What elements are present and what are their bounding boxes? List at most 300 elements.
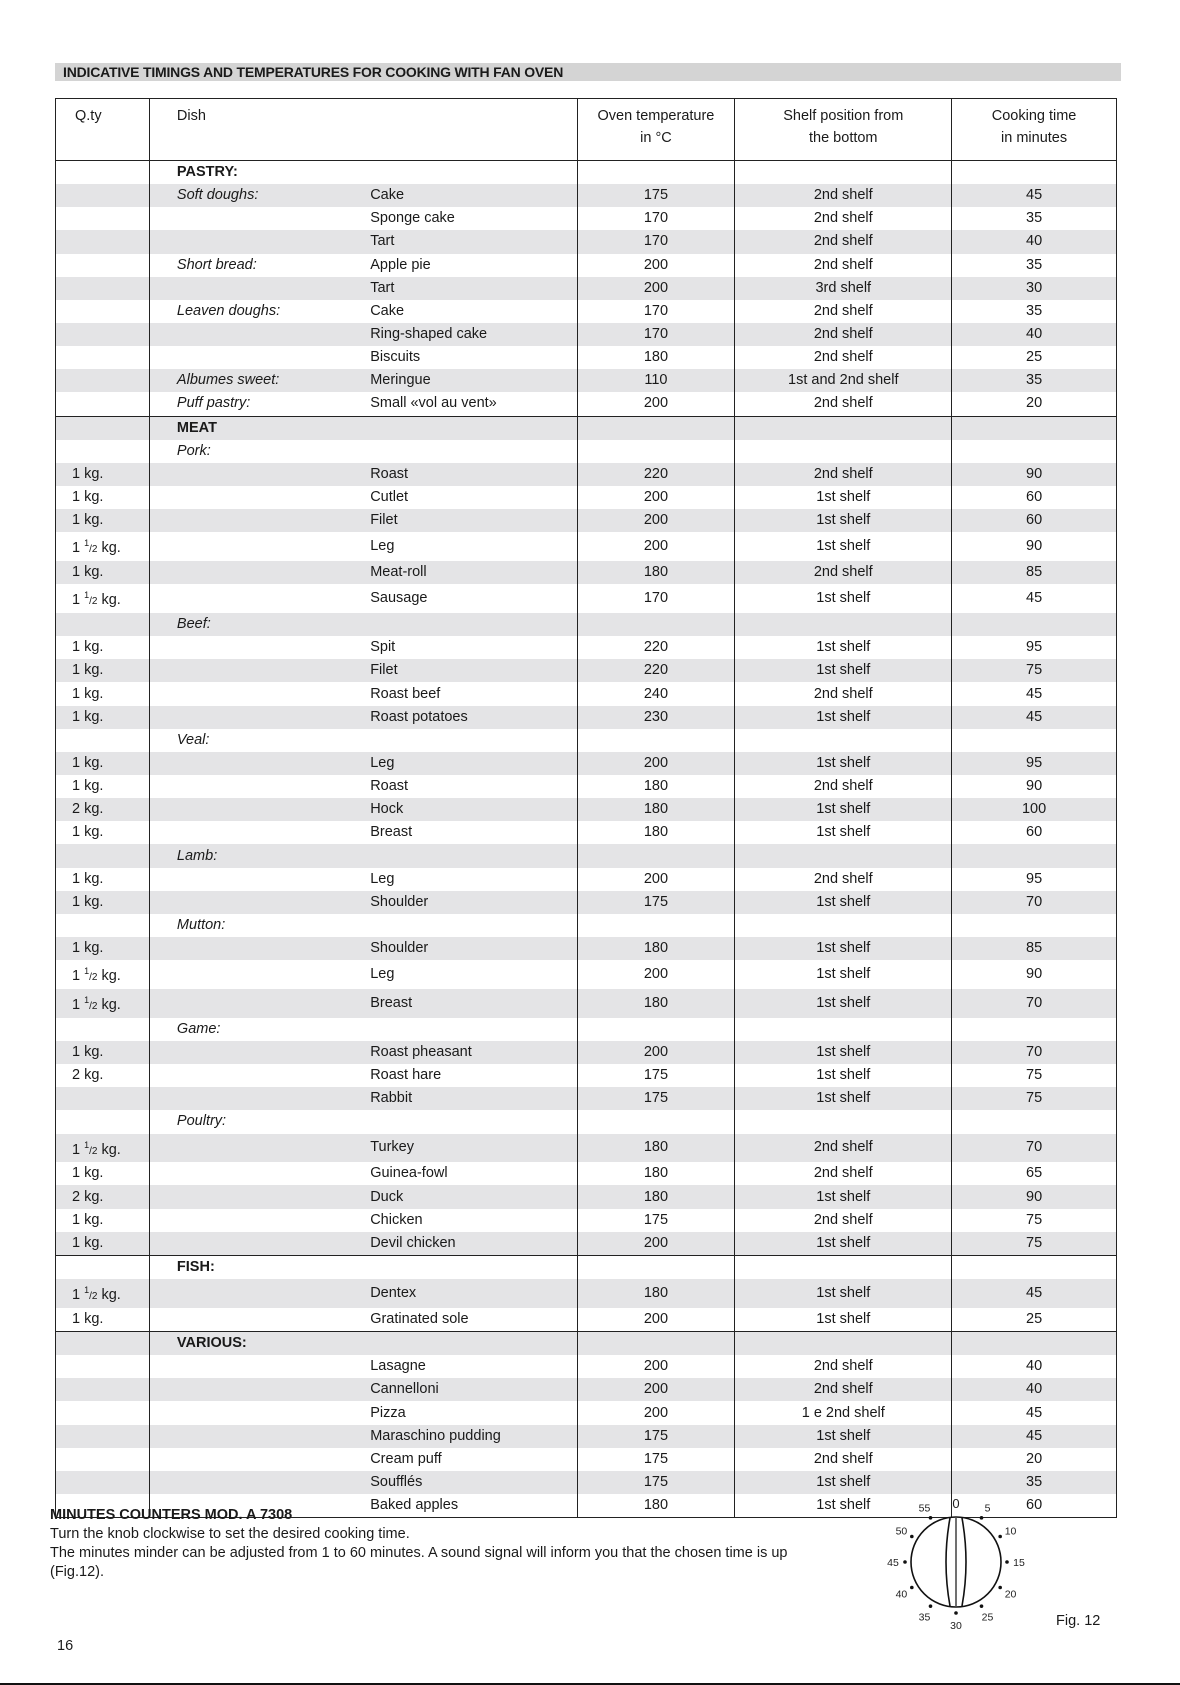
temperature-cell: 200 (577, 277, 735, 300)
subcategory-cell (149, 1087, 364, 1110)
temperature-cell: 200 (577, 1232, 735, 1256)
shelf-cell: 1st shelf (735, 1279, 952, 1308)
time-cell: 85 (952, 937, 1117, 960)
subcategory-cell (149, 584, 364, 613)
shelf-cell (735, 440, 952, 463)
dial-mark-label: 25 (981, 1611, 994, 1624)
subcategory-cell (149, 706, 364, 729)
time-cell: 35 (1026, 210, 1043, 227)
table-row (56, 323, 1117, 346)
table-row (56, 1185, 1117, 1208)
temperature-cell: 175 (577, 1064, 735, 1087)
time-cell (952, 844, 1117, 867)
subcategory-cell (149, 752, 364, 775)
temperature-cell: 200 (577, 509, 735, 532)
dish-cell: Leg (364, 752, 577, 775)
time-cell (952, 416, 1117, 440)
temperature-cell: 180 (577, 775, 735, 798)
dish-cell (364, 729, 577, 752)
dish-cell: Turkey (364, 1134, 577, 1163)
subcategory-cell (149, 960, 364, 989)
table-row (56, 798, 1117, 821)
table-row (56, 1232, 1117, 1256)
table-row (56, 532, 1117, 561)
subcategory-cell (149, 1355, 364, 1378)
qty-cell (56, 254, 150, 277)
dial-mark-label: 45 (887, 1557, 899, 1569)
temperature-cell (577, 1018, 735, 1041)
page-number: 16 (57, 1638, 74, 1654)
subcategory-cell (149, 1378, 364, 1401)
qty-cell: 1 $^1$/2 kg. (56, 960, 150, 989)
shelf-cell: 1st shelf (735, 532, 952, 561)
time-cell: 70 (952, 1041, 1117, 1064)
qty-cell: 1 kg. (56, 891, 150, 914)
dish-cell: Leg (370, 538, 395, 555)
temperature-cell (577, 416, 735, 440)
temperature-cell: 240 (577, 682, 735, 705)
qty-cell: 1 kg. (56, 659, 150, 682)
subcategory-cell (149, 775, 364, 798)
qty-cell (56, 729, 150, 752)
qty-cell (56, 1355, 150, 1378)
shelf-cell (735, 161, 952, 185)
table-row (56, 868, 1117, 891)
shelf-cell: 1st shelf (735, 636, 952, 659)
shelf-cell: 1st shelf (735, 1308, 952, 1332)
time-cell (952, 1332, 1117, 1356)
shelf-cell: 1st shelf (735, 1232, 952, 1256)
dish-cell: Roast potatoes (364, 706, 577, 729)
time-cell: 35 (1026, 256, 1043, 273)
temperature-cell: 200 (577, 486, 735, 509)
dish-cell: Rabbit (364, 1087, 577, 1110)
shelf-cell: 1st shelf (735, 1494, 952, 1518)
dish-cell: Dentex (364, 1279, 577, 1308)
time-cell: 20 (1026, 1450, 1043, 1467)
time-cell: 70 (952, 1134, 1117, 1163)
temperature-cell: 200 (577, 254, 735, 277)
shelf-cell: 2nd shelf (735, 1355, 952, 1378)
qty-cell: 1 $^1$/2 kg. (56, 1279, 150, 1308)
temperature-cell: 200 (577, 960, 735, 989)
qty-cell: 1 $^1$/2 kg. (56, 584, 150, 613)
temperature-cell: 230 (577, 706, 735, 729)
temperature-cell (577, 1110, 735, 1133)
table-row (56, 1087, 1117, 1110)
subcategory-cell (149, 207, 364, 230)
dish-cell: Devil chicken (364, 1232, 577, 1256)
table-row (56, 1401, 1117, 1424)
dish-cell: Leg (370, 870, 395, 887)
time-cell: 90 (952, 1185, 1117, 1208)
subcategory-cell (149, 346, 364, 369)
temperature-cell: 220 (577, 659, 735, 682)
table-row (56, 463, 1117, 486)
temperature-cell: 110 (577, 369, 735, 392)
table-row (56, 682, 1117, 705)
shelf-cell: 1st shelf (735, 659, 952, 682)
table-row (56, 440, 1117, 463)
temperature-cell: 200 (577, 868, 735, 891)
temperature-cell: 170 (577, 584, 735, 613)
subcategory-cell (149, 1448, 364, 1471)
temperature-cell: 175 (577, 891, 735, 914)
shelf-cell (735, 914, 952, 937)
temperature-cell: 175 (577, 1425, 735, 1448)
time-cell (952, 914, 1117, 937)
temperature-cell: 200 (577, 1355, 735, 1378)
table-row (56, 509, 1117, 532)
table-row (56, 392, 1117, 416)
qty-cell (56, 1401, 150, 1424)
temperature-cell: 180 (577, 937, 735, 960)
table-row (56, 821, 1117, 844)
subcategory-cell (149, 1425, 364, 1448)
subcategory-cell (149, 1162, 364, 1185)
shelf-cell: 2nd shelf (735, 323, 952, 346)
dish-cell (364, 844, 577, 867)
shelf-cell: 2nd shelf (735, 1162, 952, 1185)
table-row (56, 1425, 1117, 1448)
subcategory-cell (149, 1209, 364, 1232)
qty-cell: 1 kg. (56, 868, 150, 891)
header-qty: Q.ty (56, 99, 150, 161)
group-title: Soft doughs: (149, 184, 364, 207)
group-title: Lamb: (149, 844, 364, 867)
temperature-cell: 170 (577, 323, 735, 346)
group-title: Veal: (176, 731, 210, 748)
subcategory-cell (149, 937, 364, 960)
qty-cell: 1 $^1$/2 kg. (56, 1134, 150, 1163)
qty-cell: 1 kg. (56, 821, 150, 844)
qty-cell: 1 kg. (56, 1209, 150, 1232)
shelf-cell: 1st shelf (735, 584, 952, 613)
table-row (56, 636, 1117, 659)
group-title: Puff pastry: (176, 395, 251, 412)
subcategory-cell (149, 1134, 364, 1163)
temperature-cell: 170 (577, 207, 735, 230)
dial-tick (929, 1604, 933, 1608)
dial-tick (954, 1611, 958, 1615)
section-title: VARIOUS: (149, 1332, 364, 1356)
temperature-cell: 200 (577, 1378, 735, 1401)
time-cell: 45 (952, 706, 1117, 729)
dial-mark-label: 50 (895, 1525, 908, 1538)
dish-cell: Maraschino pudding (364, 1425, 577, 1448)
dial-mark-label: 55 (918, 1502, 931, 1515)
time-cell: 95 (952, 752, 1117, 775)
group-title: Game: (176, 1020, 221, 1037)
section-title: MEAT (149, 416, 364, 440)
table-row (56, 891, 1117, 914)
time-cell: 75 (952, 1087, 1117, 1110)
shelf-cell (735, 613, 952, 636)
table-row (56, 1209, 1117, 1232)
dial-mark-label: 35 (918, 1611, 931, 1624)
dish-cell: Meringue (364, 369, 577, 392)
dish-cell: Roast (364, 463, 577, 486)
qty-cell: 1 kg. (56, 1308, 150, 1332)
qty-cell: 1 kg. (56, 706, 150, 729)
qty-cell (56, 369, 150, 392)
table-row (56, 1279, 1117, 1308)
time-cell (952, 1110, 1117, 1133)
qty-cell (56, 914, 150, 937)
shelf-cell (735, 1332, 952, 1356)
dial-mark-label: 40 (895, 1588, 908, 1601)
temperature-cell: 200 (577, 392, 735, 416)
group-title: Albumes sweet: (149, 369, 364, 392)
time-cell (952, 1018, 1117, 1041)
qty-cell: 1 kg. (56, 509, 150, 532)
qty-cell (56, 1018, 150, 1041)
shelf-cell: 1st shelf (735, 1087, 952, 1110)
table-row (56, 844, 1117, 867)
qty-cell (56, 1471, 150, 1494)
time-cell (952, 161, 1117, 185)
table-row (56, 729, 1117, 752)
subcategory-cell (149, 989, 364, 1018)
shelf-cell: 2nd shelf (735, 775, 952, 798)
time-cell: 60 (952, 509, 1117, 532)
temperature-cell: 175 (577, 1471, 735, 1494)
table-row (56, 1018, 1117, 1041)
dish-cell (364, 416, 577, 440)
shelf-cell: 2nd shelf (735, 230, 952, 253)
time-cell (952, 729, 1117, 752)
qty-cell: 1 kg. (56, 937, 150, 960)
temperature-cell: 180 (577, 821, 735, 844)
shelf-cell: 2nd shelf (735, 392, 952, 416)
temperature-cell (577, 613, 735, 636)
dial-mark-label: 30 (950, 1620, 962, 1632)
qty-cell: 2 kg. (56, 1064, 150, 1087)
dish-cell (364, 613, 577, 636)
table-row (56, 486, 1117, 509)
temperature-cell (577, 729, 735, 752)
shelf-cell: 2nd shelf (735, 561, 952, 584)
time-cell: 75 (952, 1232, 1117, 1256)
shelf-cell: 1st shelf (735, 509, 952, 532)
temperature-cell (577, 844, 735, 867)
time-cell: 45 (952, 1425, 1117, 1448)
shelf-cell (735, 416, 952, 440)
shelf-cell: 2nd shelf (735, 207, 952, 230)
qty-cell: 1 $^1$/2 kg. (56, 989, 150, 1018)
table-row (56, 775, 1117, 798)
temperature-cell: 170 (577, 300, 735, 323)
dish-cell: Baked apples (370, 1497, 459, 1514)
table-row (56, 1041, 1117, 1064)
dish-cell: Spit (370, 639, 396, 656)
qty-cell (56, 1332, 150, 1356)
dish-cell: Roast beef (370, 685, 441, 702)
shelf-cell: 2nd shelf (735, 1209, 952, 1232)
table-row (56, 416, 1117, 440)
shelf-cell: 2nd shelf (735, 682, 952, 705)
subcategory-cell (149, 1308, 364, 1332)
temperature-cell: 180 (577, 1185, 735, 1208)
qty-cell: 1 $^1$/2 kg. (56, 532, 150, 561)
time-cell: 75 (1026, 1067, 1043, 1084)
shelf-cell (735, 729, 952, 752)
subcategory-cell (149, 891, 364, 914)
dish-cell: Soufflés (364, 1471, 577, 1494)
temperature-cell: 180 (577, 561, 735, 584)
qty-cell (56, 1087, 150, 1110)
dial-tick (998, 1535, 1002, 1539)
temperature-cell: 200 (577, 752, 735, 775)
time-cell: 100 (952, 798, 1117, 821)
timer-instruction-3: (Fig.12). (50, 1564, 104, 1580)
subcategory-cell (149, 561, 364, 584)
subcategory-cell (149, 1064, 364, 1087)
subcategory-cell (149, 323, 364, 346)
dish-cell: Duck (364, 1185, 577, 1208)
subcategory-cell (149, 532, 364, 561)
qty-cell: 1 kg. (56, 775, 150, 798)
minute-timer-dial (870, 1480, 1050, 1660)
qty-cell (56, 346, 150, 369)
time-cell: 65 (1026, 1165, 1043, 1182)
cooking-table (55, 98, 1117, 1518)
header-temperature: Oven temperature in °C (577, 99, 735, 161)
group-title: Short bread: (176, 256, 257, 273)
dish-cell: Tart (364, 277, 577, 300)
dish-cell: Ring-shaped cake (364, 323, 577, 346)
dish-cell: Chicken (370, 1211, 423, 1228)
dish-cell (364, 1110, 577, 1133)
dial-tick (980, 1516, 984, 1520)
temperature-cell: 180 (577, 346, 735, 369)
header-time: Cooking time in minutes (952, 99, 1117, 161)
time-cell: 35 (952, 1471, 1117, 1494)
shelf-cell (735, 1255, 952, 1279)
time-cell: 70 (952, 989, 1117, 1018)
shelf-cell: 1st shelf (735, 1471, 952, 1494)
qty-cell (56, 323, 150, 346)
section-title: PASTRY: (176, 164, 238, 181)
temperature-cell: 200 (577, 1401, 735, 1424)
table-row (56, 1308, 1117, 1332)
qty-cell (56, 1110, 150, 1133)
time-cell: 40 (952, 323, 1117, 346)
table-row (56, 584, 1117, 613)
table-row (56, 1064, 1117, 1087)
temperature-cell: 200 (577, 532, 735, 561)
dial-mark-label: 10 (1004, 1525, 1017, 1538)
time-cell: 30 (952, 277, 1117, 300)
table-header-row (56, 99, 1117, 161)
temperature-cell: 180 (577, 1162, 735, 1185)
figure-label: Fig. 12 (1056, 1613, 1101, 1629)
subcategory-cell (149, 463, 364, 486)
header-dish: Dish (149, 99, 577, 161)
time-cell: 90 (952, 463, 1117, 486)
qty-cell (56, 277, 150, 300)
dial-mark-label: 20 (1004, 1588, 1017, 1601)
temperature-cell (577, 914, 735, 937)
time-cell: 60 (1026, 824, 1043, 841)
shelf-cell: 1st shelf (735, 989, 952, 1018)
subcategory-cell (149, 1232, 364, 1256)
dial-tick (929, 1516, 933, 1520)
time-cell: 45 (1026, 590, 1043, 607)
subcategory-cell (149, 868, 364, 891)
dish-cell: Cannelloni (364, 1378, 577, 1401)
time-cell: 90 (1026, 966, 1043, 983)
time-cell: 25 (1026, 349, 1043, 366)
temperature-cell: 175 (577, 1209, 735, 1232)
table-row (56, 1134, 1117, 1163)
time-cell: 35 (952, 369, 1117, 392)
qty-cell (56, 1378, 150, 1401)
dial-tick (910, 1586, 914, 1590)
table-row (56, 1162, 1117, 1185)
subcategory-cell (149, 682, 364, 705)
temperature-cell: 175 (577, 184, 735, 207)
time-cell: 20 (1026, 395, 1043, 412)
dish-cell: Sponge cake (370, 210, 455, 227)
qty-cell (56, 1255, 150, 1279)
table-row (56, 230, 1117, 253)
dish-cell: Pizza (370, 1404, 406, 1421)
dish-cell: Lasagne (370, 1358, 426, 1375)
subcategory-cell (149, 1401, 364, 1424)
subcategory-cell (149, 798, 364, 821)
dial-tick (910, 1535, 914, 1539)
dish-cell: Breast (370, 824, 413, 841)
shelf-cell: 2nd shelf (735, 1448, 952, 1471)
time-cell: 90 (1026, 538, 1043, 555)
qty-cell: 1 kg. (56, 682, 150, 705)
temperature-cell: 180 (577, 1279, 735, 1308)
dish-cell: Leg (370, 966, 395, 983)
time-cell: 75 (952, 659, 1117, 682)
temperature-cell: 180 (577, 1494, 735, 1518)
shelf-cell: 2nd shelf (735, 300, 952, 323)
shelf-cell (735, 1018, 952, 1041)
table-row (56, 369, 1117, 392)
qty-cell: 1 kg. (56, 752, 150, 775)
shelf-cell: 1st shelf (735, 1425, 952, 1448)
qty-cell (56, 613, 150, 636)
temperature-cell: 180 (577, 798, 735, 821)
temperature-cell (577, 1332, 735, 1356)
qty-cell (56, 1425, 150, 1448)
dish-cell (364, 1332, 577, 1356)
table-row (56, 914, 1117, 937)
shelf-cell: 1st shelf (735, 1185, 952, 1208)
dial-tick (980, 1604, 984, 1608)
dish-cell: Cutlet (370, 489, 409, 506)
subcategory-cell (149, 1279, 364, 1308)
subcategory-cell (149, 636, 364, 659)
qty-cell (56, 392, 150, 416)
shelf-cell: 2nd shelf (735, 1378, 952, 1401)
dish-cell: Apple pie (370, 256, 431, 273)
qty-cell (56, 230, 150, 253)
qty-cell (56, 207, 150, 230)
time-cell: 60 (1026, 1497, 1043, 1514)
dish-cell: Filet (364, 659, 577, 682)
shelf-cell: 1st shelf (735, 821, 952, 844)
qty-cell: 2 kg. (56, 1185, 150, 1208)
time-cell: 95 (1026, 639, 1043, 656)
shelf-cell: 2nd shelf (735, 868, 952, 891)
time-cell (952, 1255, 1117, 1279)
